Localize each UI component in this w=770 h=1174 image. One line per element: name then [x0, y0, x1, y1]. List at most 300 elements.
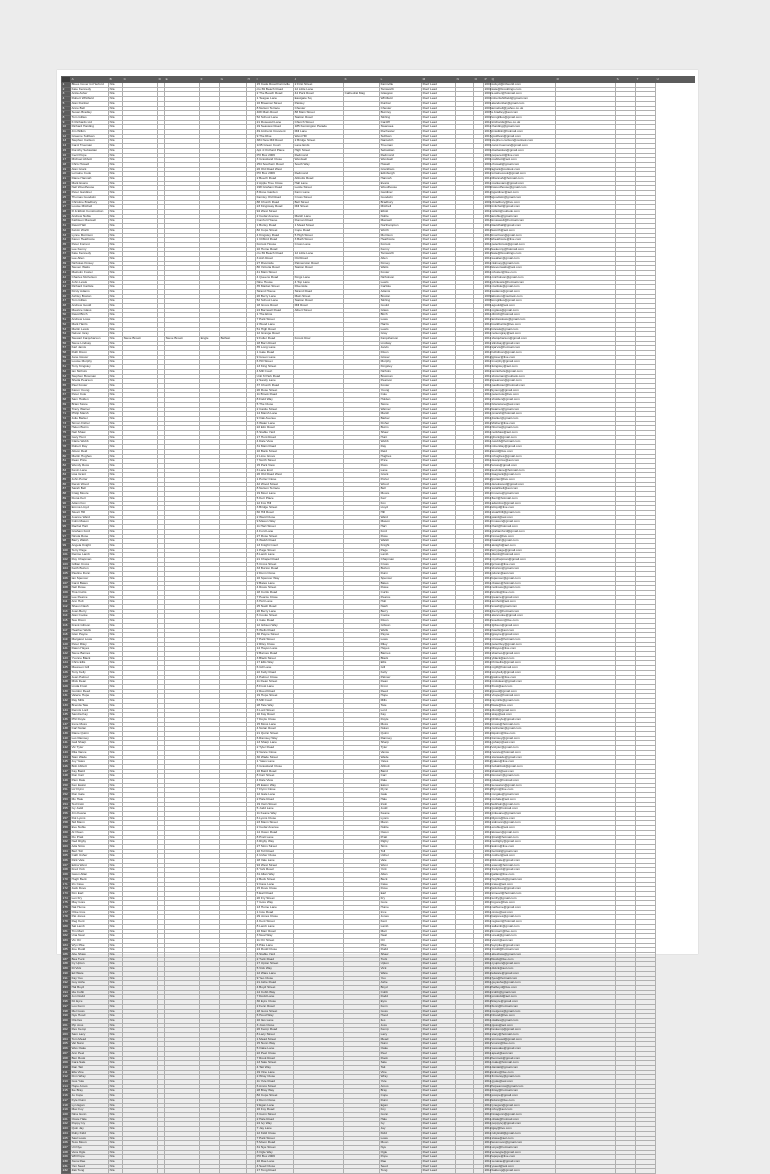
table-cell[interactable]: N/a — [109, 426, 123, 431]
table-cell[interactable]: Hannah — [380, 177, 422, 182]
table-cell[interactable]: 8 Carr Street — [256, 774, 294, 779]
row-number[interactable]: 156 — [62, 811, 71, 816]
row-number[interactable]: 222 — [62, 1122, 71, 1127]
table-cell[interactable]: keneaton@gmail.com — [491, 783, 556, 788]
row-number[interactable]: 86 — [62, 482, 71, 487]
table-cell[interactable]: Hale — [380, 797, 422, 802]
table-cell[interactable]: Roof Lead — [422, 680, 456, 685]
table-cell[interactable]: lpearce@gmail.com — [491, 595, 556, 600]
table-cell[interactable]: Roof Lead — [422, 694, 456, 699]
row-number[interactable]: 45 — [62, 289, 71, 294]
table-cell[interactable]: 2 First Street — [294, 83, 344, 88]
table-cell[interactable]: 2011 — [484, 307, 492, 312]
table-cell[interactable]: 5 The Close — [256, 402, 294, 407]
table-cell[interactable]: Roof Lead — [422, 887, 456, 892]
table-cell[interactable]: 2011 — [484, 260, 492, 265]
table-cell[interactable]: Roof Lead — [422, 209, 456, 214]
table-cell[interactable]: 2002 — [484, 166, 492, 171]
table-cell[interactable]: Bell — [380, 487, 422, 492]
table-cell[interactable]: 31 Main Road — [256, 445, 294, 450]
table-cell[interactable]: 5 Judd Lane — [256, 807, 294, 812]
row-number[interactable]: 20 — [62, 172, 71, 177]
row-number[interactable]: 221 — [62, 1117, 71, 1122]
table-cell[interactable]: 2011 — [484, 439, 492, 444]
table-cell[interactable]: Roof Lead — [422, 727, 456, 732]
table-cell[interactable]: Cara Sale — [71, 1061, 109, 1066]
table-cell[interactable]: Mill Road — [294, 304, 344, 309]
table-cell[interactable]: Roof Lead — [422, 463, 456, 468]
row-number[interactable]: 168 — [62, 868, 71, 873]
table-cell[interactable]: Roof Lead — [422, 1117, 456, 1122]
table-cell[interactable]: 16 Spencer Way — [256, 576, 294, 581]
table-cell[interactable]: Roof Lead — [422, 219, 456, 224]
table-cell[interactable]: Roof Lead — [422, 238, 456, 243]
table-cell[interactable]: dhannah@hotmail.com — [491, 177, 556, 182]
row-number[interactable]: 198 — [62, 1009, 71, 1014]
table-cell[interactable]: 2014 — [484, 218, 492, 223]
table-cell[interactable]: N/a — [109, 614, 123, 619]
table-cell[interactable]: N/a — [109, 1122, 123, 1127]
table-cell[interactable]: 4 Dale View — [256, 440, 294, 445]
row-number[interactable]: 88 — [62, 492, 71, 497]
table-cell[interactable]: Foy — [380, 1108, 422, 1113]
table-cell[interactable]: Roof Lead — [422, 891, 456, 896]
table-cell[interactable]: N/a — [109, 750, 123, 755]
table-cell[interactable]: Boyd — [380, 986, 422, 991]
table-cell[interactable]: Stan Wade — [71, 755, 109, 760]
table-cell[interactable]: Moon — [380, 1141, 422, 1146]
table-cell[interactable]: N/a — [109, 572, 123, 577]
table-cell[interactable]: Roof Lead — [422, 257, 456, 262]
table-cell[interactable]: 2012 — [484, 1140, 492, 1145]
table-cell[interactable]: slacy@hotmail.com — [491, 1033, 556, 1038]
table-cell[interactable]: N/a — [109, 501, 123, 506]
table-cell[interactable]: 2011 — [484, 557, 492, 562]
table-cell[interactable]: 21 Rosewell Lane — [256, 120, 294, 125]
table-cell[interactable]: Gray — [380, 332, 422, 337]
table-cell[interactable]: N/a — [109, 774, 123, 779]
table-cell[interactable]: Roof Lead — [422, 717, 456, 722]
table-cell[interactable]: 2012 — [484, 702, 492, 707]
table-cell[interactable]: Old Road — [294, 257, 344, 262]
table-cell[interactable]: Fenn — [380, 1004, 422, 1009]
table-cell[interactable]: Roof Lead — [422, 1056, 456, 1061]
table-cell[interactable]: N/a — [109, 1127, 123, 1132]
row-number[interactable]: 38 — [62, 257, 71, 262]
table-cell[interactable]: Mills — [380, 699, 422, 704]
table-cell[interactable]: Roof Lead — [422, 360, 456, 365]
table-cell[interactable]: Pike — [380, 943, 422, 948]
row-number[interactable]: 174 — [62, 896, 71, 901]
table-cell[interactable]: 27 Riverside — [256, 261, 294, 266]
table-cell[interactable]: Roof Lead — [422, 962, 456, 967]
table-cell[interactable]: Stuart Hill — [71, 510, 109, 515]
table-cell[interactable]: Wade — [380, 755, 422, 760]
row-number[interactable]: 161 — [62, 835, 71, 840]
table-cell[interactable]: 31 Allan Way — [256, 873, 294, 878]
table-cell[interactable]: mabbott@aol.com — [491, 158, 556, 163]
row-number[interactable]: 209 — [62, 1061, 71, 1066]
table-cell[interactable]: 2011 — [484, 698, 492, 703]
table-cell[interactable]: Roof Lead — [422, 529, 456, 534]
table-cell[interactable]: N/a — [109, 355, 123, 360]
row-number[interactable]: 25 — [62, 195, 71, 200]
table-cell[interactable]: Joan Berry — [71, 609, 109, 614]
table-cell[interactable]: N/a — [109, 83, 123, 88]
table-cell[interactable]: N/a — [109, 181, 123, 186]
table-cell[interactable]: Tuck — [380, 957, 422, 962]
table-cell[interactable]: Kay Baird — [71, 769, 109, 774]
table-cell[interactable]: N/a — [109, 1108, 123, 1113]
table-cell[interactable]: Adam Fox — [71, 501, 109, 506]
table-cell[interactable]: N/a — [109, 877, 123, 882]
table-cell[interactable]: 2011 — [484, 171, 492, 176]
table-cell[interactable]: 2011 — [484, 467, 492, 472]
table-cell[interactable]: 80 Victoria Road — [256, 266, 294, 271]
table-cell[interactable]: icobb@gmail.com — [491, 990, 556, 995]
table-cell[interactable]: 2012 — [484, 176, 492, 181]
table-cell[interactable]: N/a — [109, 1051, 123, 1056]
table-cell[interactable]: 2 Sandy Lane — [256, 379, 294, 384]
table-cell[interactable]: N/a — [109, 760, 123, 765]
table-cell[interactable]: 1 Gate Road — [256, 619, 294, 624]
table-cell[interactable]: rongale@gmail.com — [491, 793, 556, 798]
row-number[interactable]: 140 — [62, 736, 71, 741]
table-cell[interactable]: 2 Cedar Avenue — [256, 826, 294, 831]
table-cell[interactable]: Leslie Street — [294, 186, 344, 191]
table-cell[interactable]: 25 Nash Road — [256, 605, 294, 610]
table-cell[interactable]: Iris Cave — [71, 882, 109, 887]
table-cell[interactable]: mglass@gmail.com — [491, 308, 556, 313]
table-cell[interactable]: Roof Lead — [422, 779, 456, 784]
table-cell[interactable]: Whitfield — [380, 97, 422, 102]
table-cell[interactable]: 1/45 Green Court — [256, 144, 294, 149]
table-cell[interactable]: Roof Lead — [422, 863, 456, 868]
table-cell[interactable]: 2009 — [484, 293, 492, 298]
row-number[interactable]: 146 — [62, 764, 71, 769]
table-cell[interactable]: N/a — [109, 1000, 123, 1005]
table-cell[interactable]: Tamworth — [380, 87, 422, 92]
table-cell[interactable]: Main Street — [294, 294, 344, 299]
table-cell[interactable]: Jarvis — [380, 346, 422, 351]
table-cell[interactable]: mlowe@hotmail.com — [491, 637, 556, 642]
table-cell[interactable]: deanprice@aol.com — [491, 459, 556, 464]
table-cell[interactable]: Nunn — [380, 1042, 422, 1047]
row-number[interactable]: 145 — [62, 760, 71, 765]
row-number[interactable]: 2 — [62, 87, 71, 92]
table-cell[interactable]: cwebb@hotmail.com — [491, 440, 556, 445]
row-number[interactable]: 8 — [62, 115, 71, 120]
table-cell[interactable]: N/a — [109, 943, 123, 948]
table-cell[interactable]: 2011 — [484, 359, 492, 364]
table-cell[interactable]: 15 Cade Road Farmville — [256, 83, 294, 88]
table-cell[interactable]: 94 West Street — [256, 209, 294, 214]
table-cell[interactable]: rcarlisle@gmail.com — [491, 285, 556, 290]
table-cell[interactable]: 2002 — [484, 114, 492, 119]
table-cell[interactable]: Roof Lead — [422, 111, 456, 116]
column-header[interactable]: U — [656, 77, 695, 83]
row-number[interactable]: 152 — [62, 793, 71, 798]
table-cell[interactable]: Roof Lead — [422, 670, 456, 675]
table-cell[interactable]: N/a — [109, 115, 123, 120]
table-cell[interactable]: Roof Lead — [422, 299, 456, 304]
table-cell[interactable]: 2011 — [484, 980, 492, 985]
table-cell[interactable]: leekenny@hotmail.com — [491, 247, 556, 252]
table-cell[interactable]: N/a — [109, 859, 123, 864]
table-cell[interactable]: Val Nunn — [71, 1042, 109, 1047]
table-cell[interactable]: Saul Lowe — [71, 1136, 109, 1141]
table-cell[interactable]: 22 Elm Road — [256, 426, 294, 431]
table-cell[interactable]: 2012 — [484, 190, 492, 195]
table-cell[interactable]: 2012 — [484, 1041, 492, 1046]
row-number[interactable]: 199 — [62, 1014, 71, 1019]
table-cell[interactable]: Hayes — [380, 647, 422, 652]
table-cell[interactable]: Sal Lamb — [71, 924, 109, 929]
table-cell[interactable]: N/a — [109, 304, 123, 309]
table-cell[interactable]: 2011 — [484, 486, 492, 491]
table-cell[interactable]: Roof Lead — [422, 746, 456, 751]
table-cell[interactable]: 2012 — [484, 462, 492, 467]
table-cell[interactable]: btuck@live.com — [491, 957, 556, 962]
table-cell[interactable]: N/a — [109, 224, 123, 229]
row-number[interactable]: 48 — [62, 304, 71, 309]
table-cell[interactable]: 13 Sale Street — [256, 1061, 294, 1066]
table-cell[interactable]: 2011 — [484, 923, 492, 928]
table-cell[interactable]: 2011 — [484, 919, 492, 924]
table-cell[interactable]: 35 Long Lane — [256, 346, 294, 351]
table-cell[interactable]: Neil Shaw — [71, 431, 109, 436]
table-cell[interactable]: apeel@aol.com — [491, 1051, 556, 1056]
table-cell[interactable]: markevans@gmail.com — [491, 181, 556, 186]
table-cell[interactable]: 9 Vance Close — [256, 750, 294, 755]
table-cell[interactable]: Margaret Lowe — [71, 637, 109, 642]
table-cell[interactable]: Cole — [380, 393, 422, 398]
row-number[interactable]: 226 — [62, 1141, 71, 1146]
table-cell[interactable]: Roof Lead — [422, 934, 456, 939]
table-cell[interactable]: 2012 — [484, 420, 492, 425]
table-cell[interactable]: 7 North Street — [256, 459, 294, 464]
table-cell[interactable]: Alan Grant — [71, 167, 109, 172]
table-cell[interactable]: Dean Price — [71, 459, 109, 464]
table-cell[interactable]: Cobb — [380, 990, 422, 995]
row-number[interactable]: 14 — [62, 144, 71, 149]
table-cell[interactable]: Kirsty Adams — [71, 289, 109, 294]
table-cell[interactable]: Lane — [380, 468, 422, 473]
table-cell[interactable]: N/a — [109, 1084, 123, 1089]
table-cell[interactable]: Bell Street — [294, 200, 344, 205]
table-cell[interactable]: 82 Cope Street — [256, 1094, 294, 1099]
table-cell[interactable]: 5 Earl Road — [256, 891, 294, 896]
table-cell[interactable]: 7 Rook Road — [256, 1056, 294, 1061]
table-cell[interactable]: 16 Baird Road — [256, 769, 294, 774]
row-number[interactable]: 204 — [62, 1037, 71, 1042]
table-cell[interactable]: dhayes@live.com — [491, 647, 556, 652]
table-cell[interactable]: lfenn@hotmail.com — [491, 1004, 556, 1009]
table-cell[interactable]: N/a — [109, 506, 123, 511]
table-cell[interactable]: Roof Lead — [422, 492, 456, 497]
table-cell[interactable]: Roof Lead — [422, 120, 456, 125]
table-cell[interactable]: N/a — [109, 1089, 123, 1094]
table-cell[interactable]: 2011 — [484, 782, 492, 787]
row-number[interactable]: 189 — [62, 967, 71, 972]
table-cell[interactable]: Curtis — [380, 590, 422, 595]
table-cell[interactable]: 9 The Rise — [256, 134, 294, 139]
table-cell[interactable]: 2012 — [484, 1126, 492, 1131]
table-cell[interactable]: Roof Lead — [422, 642, 456, 647]
table-cell[interactable]: Roof Lead — [422, 1028, 456, 1033]
table-cell[interactable]: Roof Lead — [422, 252, 456, 257]
table-cell[interactable]: dlord@gmail.com — [491, 708, 556, 713]
table-cell[interactable]: Bradbury — [380, 200, 422, 205]
table-cell[interactable]: 17 Upton Street — [256, 962, 294, 967]
table-cell[interactable]: uneal@gmail.com — [491, 934, 556, 939]
table-cell[interactable]: Roof Lead — [422, 515, 456, 520]
table-cell[interactable]: Marsh Lane — [294, 214, 344, 219]
table-cell[interactable]: 2011 — [484, 679, 492, 684]
row-number[interactable]: 149 — [62, 779, 71, 784]
table-cell[interactable]: 9 Egan Lane — [256, 1103, 294, 1108]
table-cell[interactable]: Ida Cobb — [71, 990, 109, 995]
table-cell[interactable]: 19 Vine Lane — [256, 1070, 294, 1075]
column-header[interactable]: P — [484, 77, 491, 83]
table-cell[interactable]: David Hall — [71, 224, 109, 229]
table-cell[interactable]: Roof Lead — [422, 83, 456, 88]
table-cell[interactable]: Beck — [380, 877, 422, 882]
row-number[interactable]: 34 — [62, 238, 71, 243]
table-cell[interactable]: 2005 — [484, 194, 492, 199]
table-cell[interactable]: 2 Bridge Street — [294, 139, 344, 144]
table-cell[interactable]: 29 Jones Close — [256, 915, 294, 920]
table-cell[interactable]: 2012 — [484, 1111, 492, 1116]
table-cell[interactable]: Diane Hannah — [71, 177, 109, 182]
table-cell[interactable]: lorrainecook@gmail.com — [491, 172, 556, 177]
table-cell[interactable]: suedixon@live.com — [491, 619, 556, 624]
table-cell[interactable]: Station Road — [294, 115, 344, 120]
table-cell[interactable]: Day — [380, 445, 422, 450]
row-number[interactable]: 85 — [62, 478, 71, 483]
table-cell[interactable]: 2011 — [484, 712, 492, 717]
row-number[interactable]: 89 — [62, 496, 71, 501]
table-cell[interactable]: Roof Lead — [422, 656, 456, 661]
table-cell[interactable]: 2 Ward Close — [256, 515, 294, 520]
table-cell[interactable]: N/a — [109, 398, 123, 403]
table-cell[interactable]: Albert Street — [294, 308, 344, 313]
table-cell[interactable]: Chris Howell — [71, 162, 109, 167]
table-cell[interactable]: Yates — [380, 760, 422, 765]
table-cell[interactable]: N/a — [109, 802, 123, 807]
table-cell[interactable]: carol.trueman@gmail.com — [491, 144, 556, 149]
table-cell[interactable]: 2 Tyler Road — [256, 746, 294, 751]
table-cell[interactable]: Ed Ware — [71, 971, 109, 976]
table-cell[interactable]: 6 Gill Lane — [256, 666, 294, 671]
table-cell[interactable]: Roof Lead — [422, 1094, 456, 1099]
table-cell[interactable]: Roof Lead — [422, 327, 456, 332]
table-cell[interactable]: lenfry@gmail.com — [491, 896, 556, 901]
table-cell[interactable]: 9 Bates Lane — [256, 581, 294, 586]
table-cell[interactable]: 2011 — [484, 947, 492, 952]
table-cell[interactable]: ghunt@gmail.com — [491, 435, 556, 440]
table-cell[interactable]: 2011 — [484, 430, 492, 435]
table-cell[interactable]: 2012 — [484, 387, 492, 392]
table-cell[interactable]: N/a — [109, 242, 123, 247]
table-cell[interactable]: Apt 4 Orchard Place — [256, 148, 294, 153]
table-cell[interactable]: Carl Nolan — [71, 727, 109, 732]
table-cell[interactable]: 2011 — [484, 961, 492, 966]
table-cell[interactable]: N/a — [109, 308, 123, 313]
table-cell[interactable]: 2 Fenn Road — [256, 1004, 294, 1009]
row-number[interactable]: 76 — [62, 435, 71, 440]
table-cell[interactable]: Wyn Pike — [71, 943, 109, 948]
table-cell[interactable]: cmoore@gmail.com — [491, 492, 556, 497]
table-cell[interactable]: Amos — [380, 1084, 422, 1089]
table-cell[interactable]: Roof Lead — [422, 666, 456, 671]
table-cell[interactable]: Shaw — [380, 953, 422, 958]
table-cell[interactable]: 2011 — [484, 1088, 492, 1093]
table-cell[interactable]: Kyle Dunn — [71, 1098, 109, 1103]
table-cell[interactable]: Cope — [380, 1094, 422, 1099]
table-cell[interactable]: Chester — [294, 106, 344, 111]
table-cell[interactable]: Hale — [380, 1117, 422, 1122]
table-cell[interactable]: rvance@hotmail.com — [491, 750, 556, 755]
table-cell[interactable]: N/a — [109, 685, 123, 690]
table-cell[interactable]: agrant@outlook.com — [491, 167, 556, 172]
table-cell[interactable]: lflynn@live.com — [491, 788, 556, 793]
table-cell[interactable]: N/a — [109, 896, 123, 901]
table-cell[interactable]: Yeo — [380, 976, 422, 981]
table-cell[interactable]: Lynne Morrison — [71, 233, 109, 238]
table-cell[interactable]: Roof Lead — [422, 539, 456, 544]
row-number[interactable]: 227 — [62, 1145, 71, 1150]
table-cell[interactable]: Rose — [380, 534, 422, 539]
table-cell[interactable]: Heather Wells — [71, 628, 109, 633]
table-cell[interactable]: 2012 — [484, 829, 492, 834]
table-cell[interactable]: 3 Lord Street — [256, 708, 294, 713]
table-cell[interactable]: N/a — [109, 1009, 123, 1014]
row-number[interactable]: 37 — [62, 252, 71, 257]
table-cell[interactable]: Rachel Hart — [71, 525, 109, 530]
table-cell[interactable]: 2 Beech Road — [256, 177, 294, 182]
table-cell[interactable]: bwalsh@gmail.com — [491, 539, 556, 544]
table-cell[interactable]: 2011 — [484, 608, 492, 613]
table-cell[interactable]: Nantwich — [380, 139, 422, 144]
table-cell[interactable]: 5 Moon Road — [256, 1141, 294, 1146]
table-cell[interactable]: Noble — [380, 826, 422, 831]
table-cell[interactable]: Roof Lead — [422, 355, 456, 360]
table-cell[interactable]: Rex Kemp — [71, 1028, 109, 1033]
table-cell[interactable]: 7 Gore Way — [256, 901, 294, 906]
row-number[interactable]: 67 — [62, 393, 71, 398]
table-cell[interactable]: Carr — [380, 774, 422, 779]
table-cell[interactable]: stephen.carlson@outlook.com — [491, 139, 556, 144]
table-cell[interactable]: Barnes — [380, 652, 422, 657]
table-cell[interactable]: Roof Lead — [422, 906, 456, 911]
table-cell[interactable]: 10 Iles Lane — [256, 1018, 294, 1023]
table-cell[interactable]: Ince — [380, 910, 422, 915]
table-cell[interactable]: 3 Rigby Way — [256, 840, 294, 845]
table-cell[interactable]: Gwen Allan — [71, 873, 109, 878]
table-cell[interactable]: N/a — [109, 1004, 123, 1009]
table-cell[interactable]: Ivy Judd — [71, 807, 109, 812]
table-cell[interactable]: 2012 — [484, 731, 492, 736]
table-cell[interactable]: Lane Ends — [294, 144, 344, 149]
table-cell[interactable]: R & Elliott Construction — [71, 209, 109, 214]
table-cell[interactable]: 2011 — [484, 881, 492, 886]
table-cell[interactable]: 13 Hume Lane — [256, 906, 294, 911]
table-cell[interactable]: 2011 — [484, 542, 492, 547]
table-cell[interactable]: stuarthill@gmail.com — [491, 510, 556, 515]
table-cell[interactable]: 2011 — [484, 735, 492, 740]
table-cell[interactable]: Fisher — [380, 421, 422, 426]
